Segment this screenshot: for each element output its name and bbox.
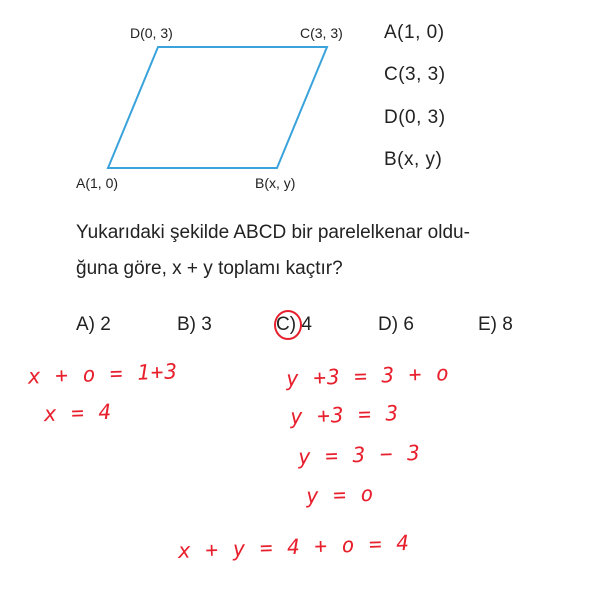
option-c-letter: C) bbox=[276, 314, 297, 335]
hand-right-line-3: y = 3 − 3 bbox=[297, 440, 422, 470]
vertex-label-a: A(1, 0) bbox=[76, 175, 119, 191]
option-a-value: 2 bbox=[100, 314, 111, 335]
hand-right-line-2: y +3 = 3 bbox=[289, 401, 400, 429]
vertex-label-c: C(3, 3) bbox=[300, 25, 343, 41]
option-e-value: 8 bbox=[502, 314, 513, 335]
option-a[interactable] bbox=[76, 314, 111, 336]
parallelogram-shape bbox=[108, 47, 327, 168]
hand-right-line-4: y = o bbox=[305, 481, 375, 509]
answer-circle-mark bbox=[269, 304, 309, 344]
option-e-letter: E) bbox=[478, 314, 497, 335]
vertex-label-d: D(0, 3) bbox=[130, 25, 173, 41]
option-c-value: 4 bbox=[301, 314, 312, 335]
option-a-letter: A) bbox=[76, 314, 95, 335]
option-b-value: 3 bbox=[201, 314, 212, 335]
hand-left-line-2: x = 4 bbox=[43, 399, 113, 427]
option-b-letter: B) bbox=[177, 314, 196, 335]
given-point-d: D(0, 3) bbox=[384, 107, 446, 128]
question-line-1: Yukarıdaki şekilde ABCD bir parelelkenar oldu- bbox=[76, 222, 470, 243]
parallelogram-figure bbox=[0, 0, 604, 200]
given-point-c: C(3, 3) bbox=[384, 64, 446, 85]
question-line-2: ğuna göre, x + y toplamı kaçtır? bbox=[76, 258, 343, 279]
option-d[interactable] bbox=[378, 314, 414, 336]
given-point-b: B(x, y) bbox=[384, 149, 443, 170]
option-e[interactable] bbox=[478, 314, 513, 336]
option-d-value: 6 bbox=[403, 314, 414, 335]
hand-right-line-1: y +3 = 3 + o bbox=[285, 361, 451, 391]
option-d-letter: D) bbox=[378, 314, 399, 335]
hand-final-line: x + y = 4 + o = 4 bbox=[177, 530, 411, 564]
vertex-label-b: B(x, y) bbox=[255, 175, 296, 191]
option-b[interactable] bbox=[177, 314, 212, 336]
given-point-a: A(1, 0) bbox=[384, 22, 445, 43]
hand-left-line-1: x + o = 1+3 bbox=[27, 359, 179, 389]
